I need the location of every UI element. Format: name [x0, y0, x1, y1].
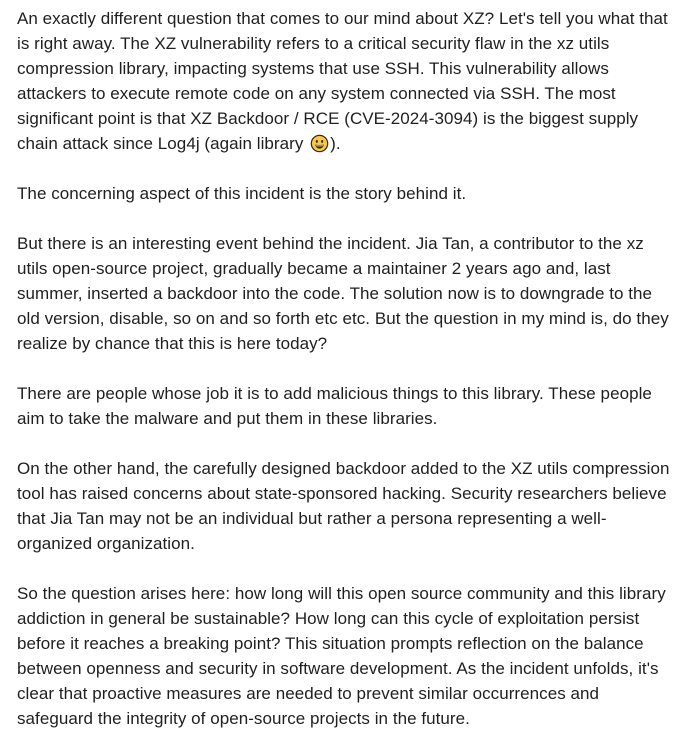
paragraph-text-end: ). [330, 134, 341, 153]
paragraph-concerning-aspect: The concerning aspect of this incident is the story behind it. [17, 184, 467, 203]
paragraph-text: An exactly different question that comes to our mind about XZ? Let's tell you what that is right away. The XZ vulnerability refers to a critical security flaw in the xz utils compression library, impacting systems that use SSH. This vulnerability allows attackers to execute remote code on any system connected via SSH. The most significant point is that XZ Backdoor / RCE (CVE-2024-3094) is the biggest supply chain attack since Log4j (again library [17, 9, 668, 153]
paragraph-xz-vulnerability [17, 6, 671, 156]
paragraph-state-sponsored: On the other hand, the carefully designed backdoor added to the XZ utils compression tool has raised concerns about state-sponsored hacking. Security researchers believe that Jia Tan may not be an individual but rather a persona representing a well-organized organization. [17, 459, 670, 553]
grinning-face-icon [310, 134, 329, 153]
paragraph-jia-tan-story: But there is an interesting event behind the incident. Jia Tan, a contributor to the xz utils open-source project, gradually became a maintainer 2 years ago and, last summer, inserted a backdoor into the code. The solution now is to downgrade to the old version, disable, so on and so forth etc etc. But the question in my mind is, do they realize by chance that this is here today? [17, 234, 669, 353]
paragraph-malicious-people: There are people whose job it is to add malicious things to this library. These people aim to take the malware and put them in these libraries. [17, 384, 652, 428]
paragraph-sustainability-question: So the question arises here: how long will this open source community and this library addiction in general be sustainable? How long can this cycle of exploitation persist before it reaches a breaking point? This situation prompts reflection on the balance between openness and security in software development. As the incident unfolds, it's clear that proactive measures are needed to prevent similar occurrences and safeguard the integrity of open-source projects in the future. [17, 584, 666, 728]
